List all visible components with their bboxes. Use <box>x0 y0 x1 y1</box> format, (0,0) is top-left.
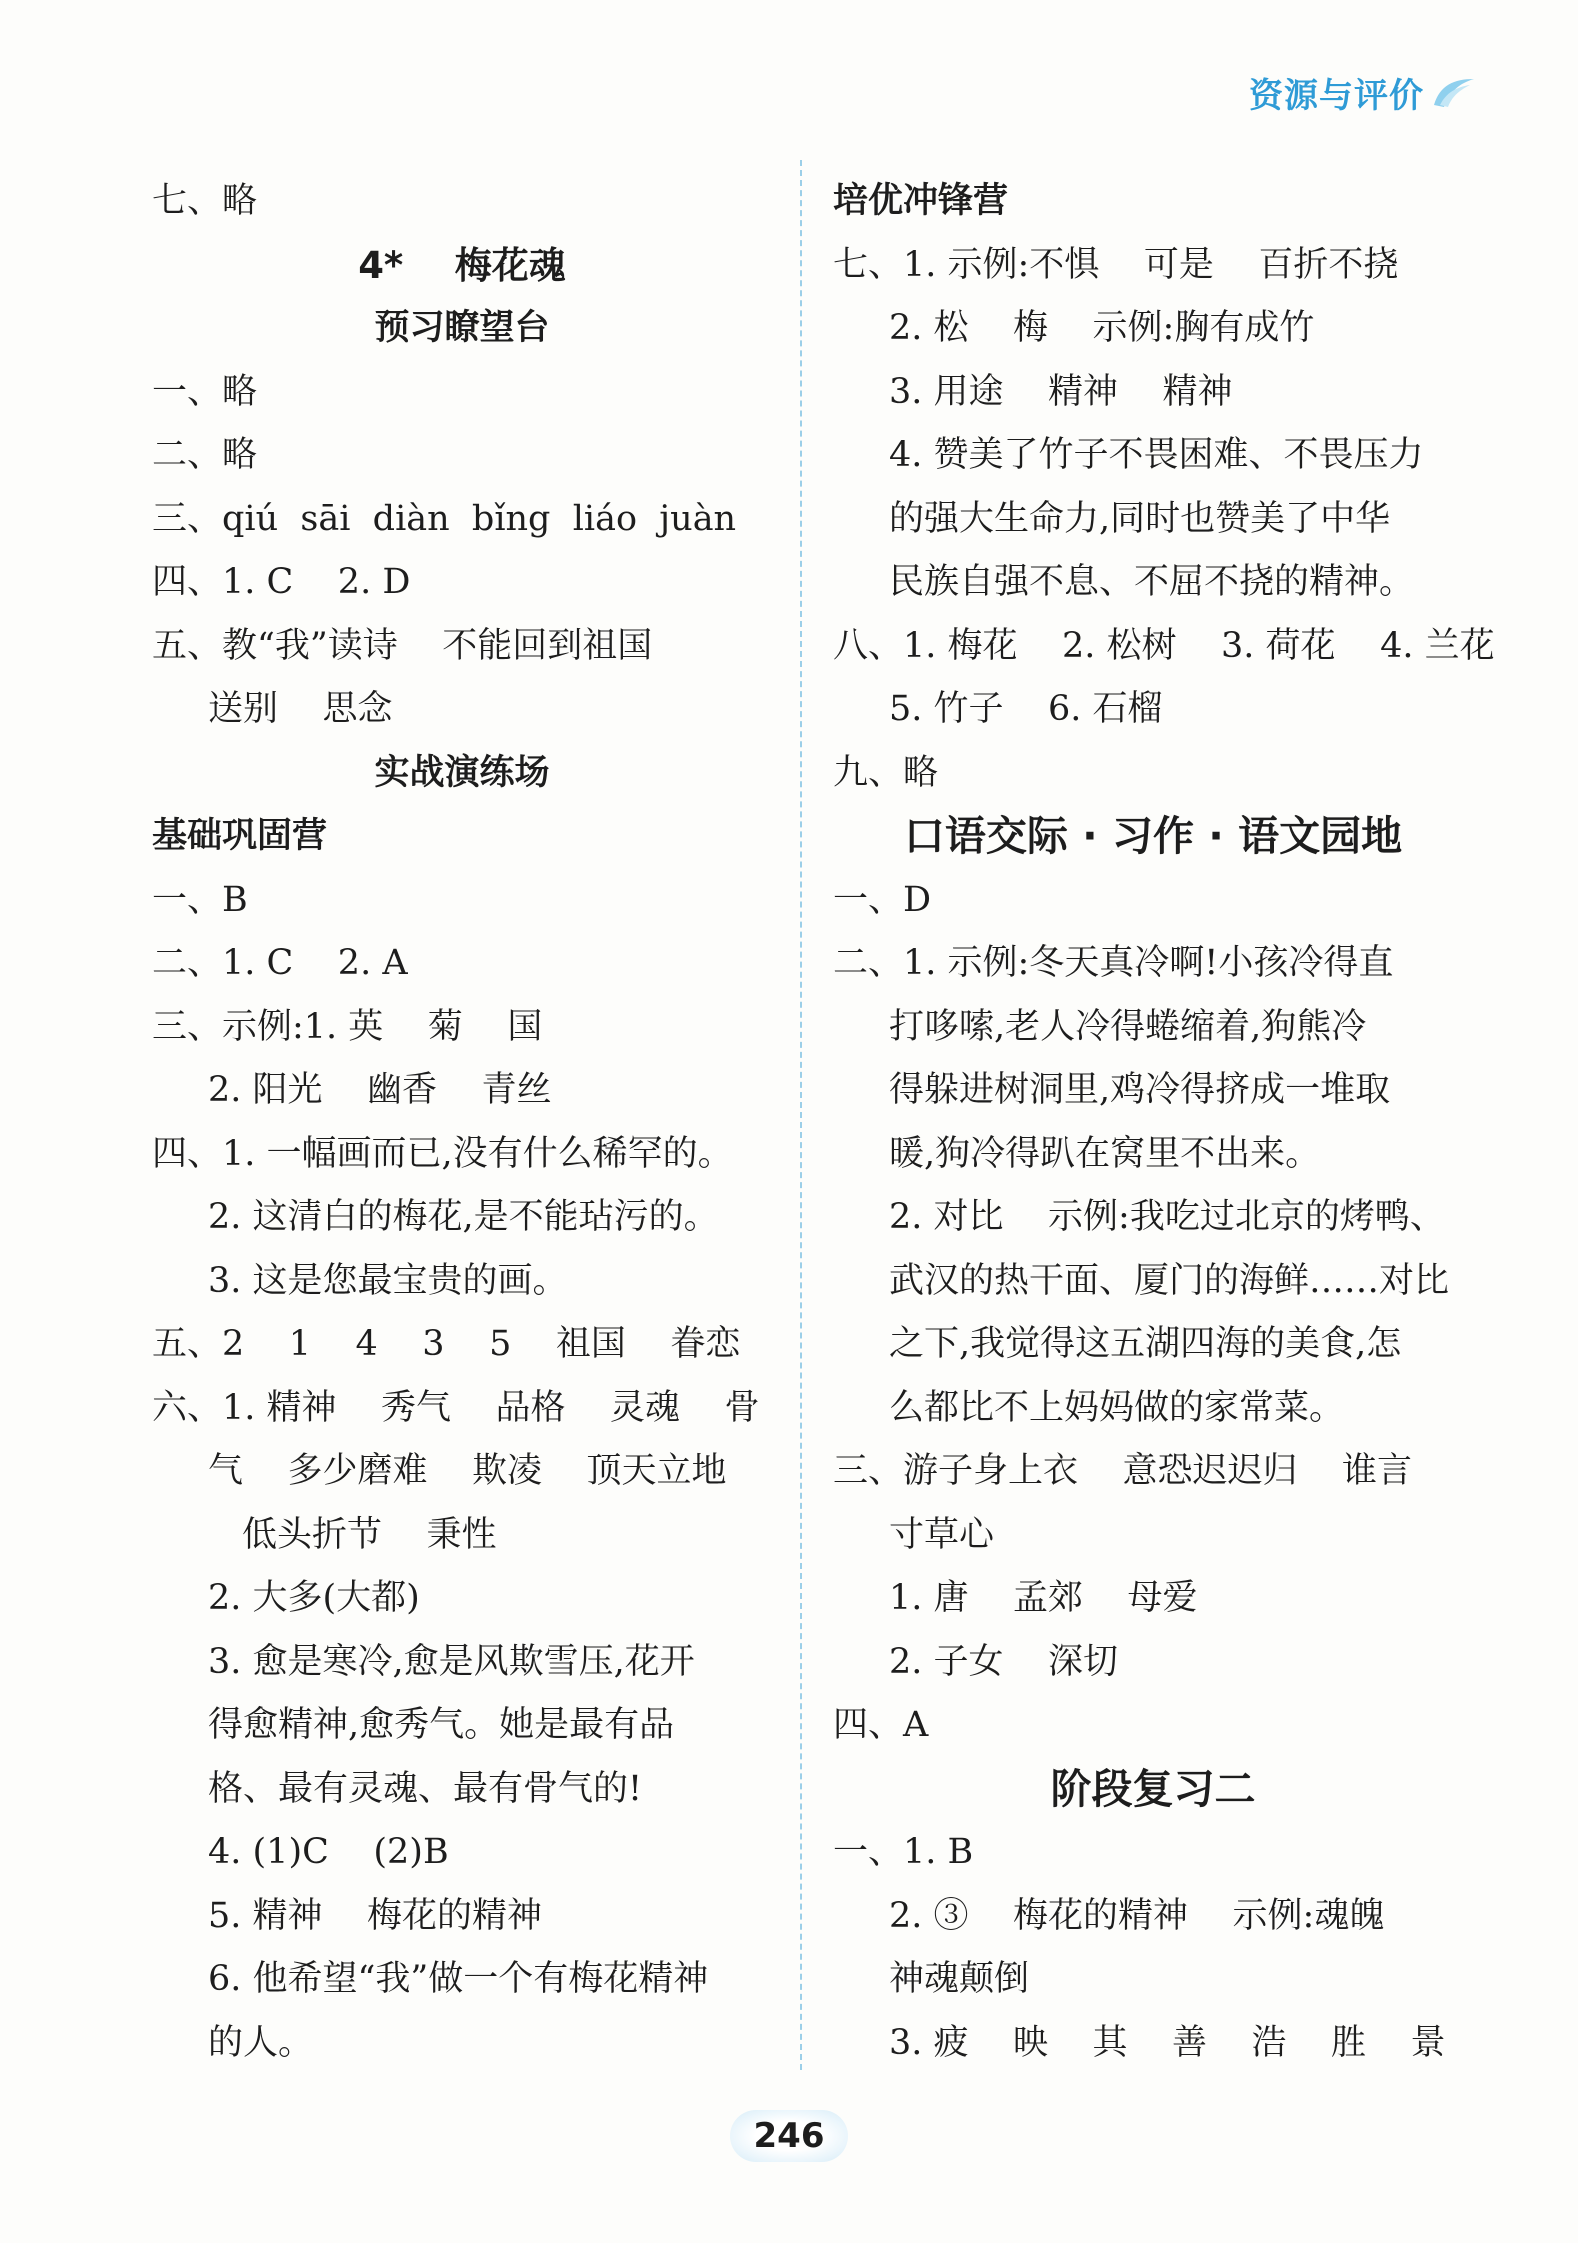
answer-line: 2. 大多(大都) <box>208 1578 420 1618</box>
answer-line: 么都比不上妈妈做的家常菜。 <box>889 1387 1345 1428</box>
answer-line: 3. 愈是寒冷,愈是风欺雪压,花开 <box>208 1641 695 1682</box>
subsection-heading: 培优冲锋营 <box>833 181 1009 221</box>
answer-line: 一、略 <box>152 371 258 412</box>
answer-line: 4. (1)C (2)B <box>208 1832 449 1872</box>
answer-line: 三、游子身上衣 意恐迟迟归 谁言 <box>833 1451 1413 1491</box>
answer-line: 三、示例:1. 英 菊 国 <box>152 1006 543 1047</box>
answer-line: 气 多少磨难 欺凌 顶天立地 <box>208 1451 727 1491</box>
answer-line: 6. 他希望“我”做一个有梅花精神 <box>208 1959 709 1999</box>
answer-line: 送别 思念 <box>208 689 393 729</box>
swoosh-icon <box>1430 75 1478 111</box>
chapter-heading: 阶段复习二 <box>1050 1764 1256 1813</box>
answer-line: 二、1. C 2. A <box>152 943 408 983</box>
answer-line: 三、qiú sāi diàn bǐng liáo juàn <box>152 498 737 539</box>
answer-line: 之下,我觉得这五湖四海的美食,怎 <box>889 1324 1402 1364</box>
answer-line: 二、1. 示例:冬天真冷啊!小孩冷得直 <box>833 943 1394 983</box>
subsection-heading: 基础巩固营 <box>152 816 328 856</box>
answer-line: 五、2 1 4 3 5 祖国 眷恋 <box>152 1324 741 1364</box>
brand-title: 资源与评价 <box>1249 76 1424 116</box>
answer-line: 的人。 <box>208 2022 314 2063</box>
answer-line: 1. 唐 孟郊 母爱 <box>889 1578 1198 1618</box>
answer-line: 的强大生命力,同时也赞美了中华 <box>889 498 1391 539</box>
answer-line: 格、最有灵魂、最有骨气的! <box>208 1768 643 1809</box>
answer-line: 二、略 <box>152 435 258 475</box>
answer-line: 2. 阳光 幽香 青丝 <box>208 1070 552 1110</box>
right-column <box>833 170 1495 2075</box>
answer-line: 打哆嗦,老人冷得蜷缩着,狗熊冷 <box>889 1006 1367 1047</box>
answer-line: 四、A <box>833 1705 929 1745</box>
answer-line: 5. 精神 梅花的精神 <box>208 1895 543 1936</box>
answer-line: 3. 这是您最宝贵的画。 <box>208 1260 568 1301</box>
answer-line: 3. 疲 映 其 善 浩 胜 景 <box>889 2022 1446 2063</box>
answer-line: 寸草心 <box>889 1514 995 1555</box>
answer-line: 暖,狗冷得趴在窝里不出来。 <box>889 1133 1321 1174</box>
answer-line: 得躲进树洞里,鸡冷得挤成一堆取 <box>889 1070 1391 1110</box>
answer-line: 武汉的热干面、厦门的海鲜……对比 <box>889 1260 1450 1301</box>
answer-line: 七、略 <box>152 181 258 221</box>
answer-line: 低头折节 秉性 <box>242 1514 497 1555</box>
section-heading: 实战演练场 <box>374 752 550 793</box>
answer-line: 得愈精神,愈秀气。她是最有品 <box>208 1705 675 1745</box>
answer-line: 一、D <box>833 879 932 920</box>
answer-line: 五、教“我”读诗 不能回到祖国 <box>152 625 653 666</box>
section-heading: 预习瞭望台 <box>374 308 550 348</box>
answer-line: 2. 这清白的梅花,是不能玷污的。 <box>208 1197 719 1237</box>
answer-line: 2. 对比 示例:我吃过北京的烤鸭、 <box>889 1197 1445 1237</box>
answer-line: 八、1. 梅花 2. 松树 3. 荷花 4. 兰花 <box>833 625 1495 666</box>
column-divider <box>800 160 802 2070</box>
answer-line: 2. ③ 梅花的精神 示例:魂魄 <box>889 1895 1385 1936</box>
chapter-heading: 口语交际 · 习作 · 语文园地 <box>903 812 1403 860</box>
answer-line: 3. 用途 精神 精神 <box>889 371 1233 412</box>
lesson-title: 4* 梅花魂 <box>358 243 566 287</box>
answer-line: 四、1. 一幅画而已,没有什么稀罕的。 <box>152 1133 733 1174</box>
answer-line: 4. 赞美了竹子不畏困难、不畏压力 <box>889 435 1424 475</box>
page-number: 246 <box>730 2110 848 2162</box>
answer-line: 神魂颠倒 <box>889 1959 1030 1999</box>
left-column <box>152 170 772 2075</box>
answer-line: 六、1. 精神 秀气 品格 灵魂 骨 <box>152 1387 760 1428</box>
answer-line: 一、B <box>152 879 248 920</box>
answer-line: 一、1. B <box>833 1832 974 1872</box>
answer-line: 2. 松 梅 示例:胸有成竹 <box>889 308 1315 348</box>
answer-line: 2. 子女 深切 <box>889 1641 1119 1682</box>
answer-line: 民族自强不息、不屈不挠的精神。 <box>889 562 1415 602</box>
answer-line: 四、1. C 2. D <box>152 562 411 602</box>
answer-line: 5. 竹子 6. 石榴 <box>889 689 1163 729</box>
brand-header <box>1249 68 1478 117</box>
answer-line: 七、1. 示例:不惧 可是 百折不挠 <box>833 244 1399 285</box>
answer-line: 九、略 <box>833 752 939 793</box>
